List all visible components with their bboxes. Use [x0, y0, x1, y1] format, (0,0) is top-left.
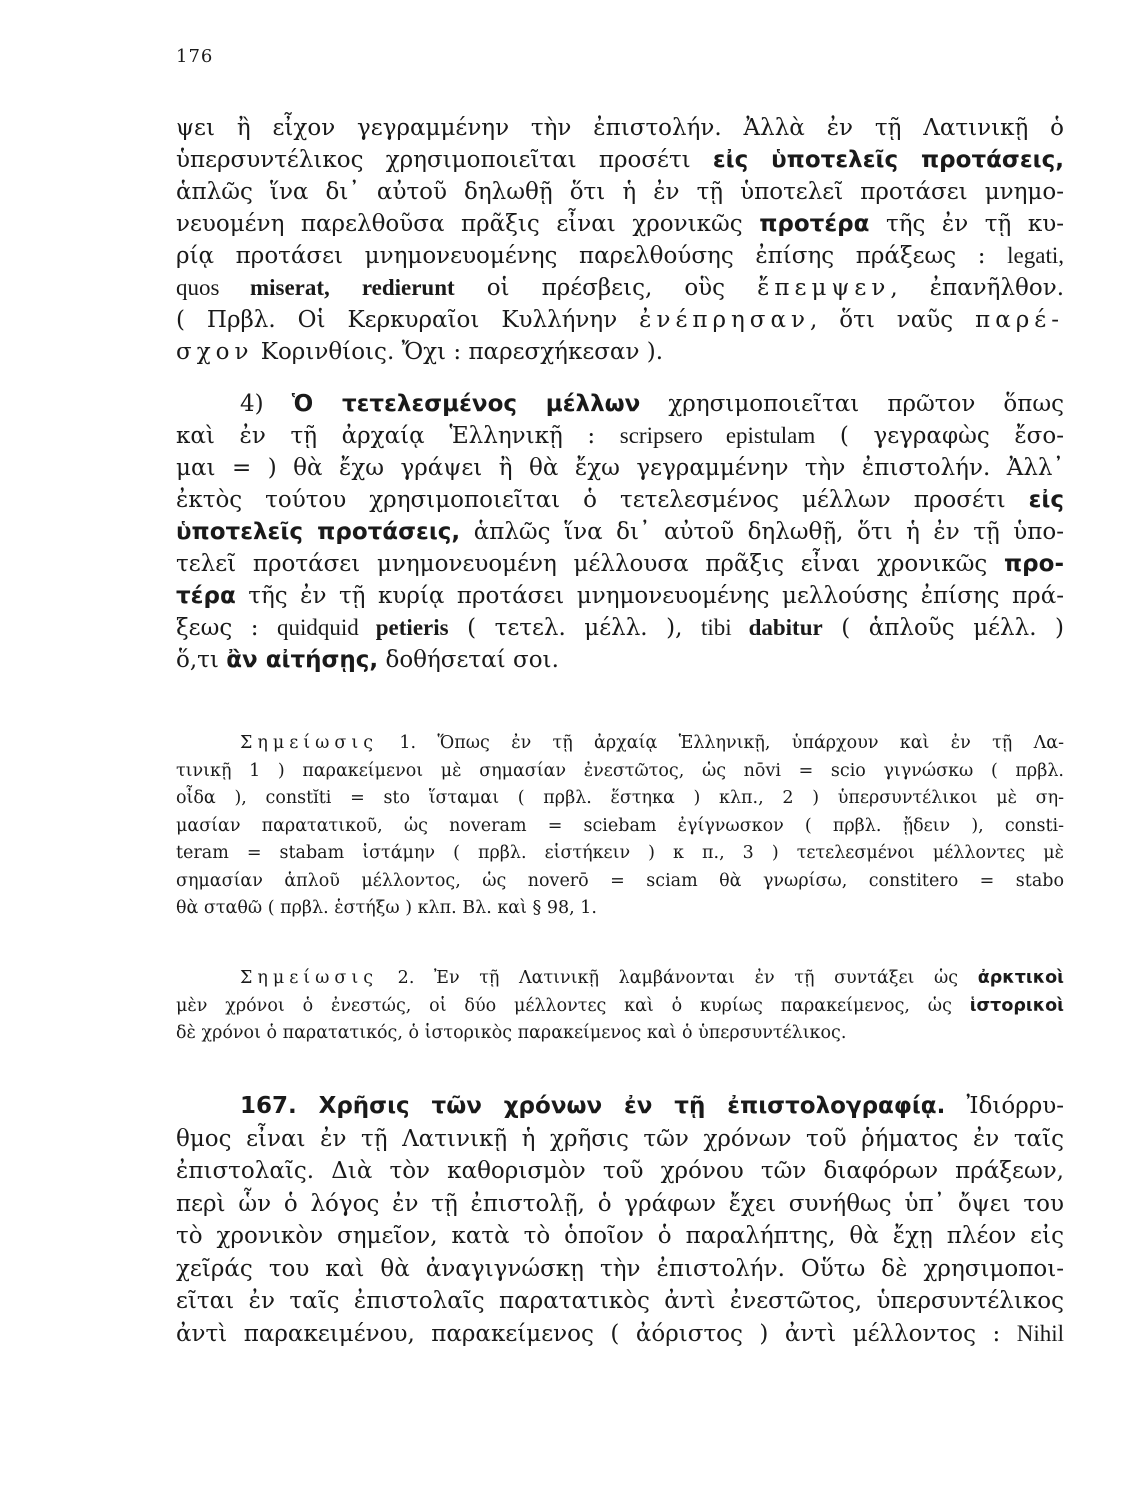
text-line: μὲν χρόνοι ὁ ἐνεστώς, οἱ δύο μέλλοντες καὶ ὁ κυρίως παρακείμενος, ὡς ἱστορικοὶ: [176, 995, 1064, 1016]
note-2: [176, 965, 1064, 1048]
text-line: ἐκτὸς τούτου χρησιμοποιεῖται ὁ τετελεσμένος μέλλων προσέτι εἰς: [176, 487, 1064, 513]
text-line: χεῖράς του καὶ θὰ ἀναγιγνώσκῃ τὴν ἐπιστολήν. Οὕτω δὲ χρησιμοποι-: [176, 1255, 1064, 1282]
text-line: μασίαν παρατατικοῦ, ὡς noveram = sciebam ἐγίγνωσκον ( πρβλ. ᾔδειν ), consti-: [176, 815, 1064, 836]
text-line: οἶδα ), constĭti = sto ἵσταμαι ( πρβλ. ἕστηκα ) κλπ., 2 ) ὑπερσυντέλικοι μὲ ση-: [176, 788, 1064, 808]
section-heading: 167. Χρῆσις τῶν χρόνων ἐν τῇ ἐπιστολογραφίᾳ.: [240, 1093, 946, 1119]
text-line: τελεῖ προτάσει μνημονευομένη μέλλουσα πρᾶξις εἶναι χρονικῶς προ-: [176, 551, 1064, 577]
text-line: quos miserat, redierunt οἱ πρέσβεις, οὓς ἔπεμψεν, ἐπανῆλθον.: [176, 275, 1065, 301]
text-line: τινικῇ 1 ) παρακείμενοι μὲ σημασίαν ἐνεστῶτος, ὡς nōvi = scio γιγνώσκω ( πρβλ.: [176, 760, 1064, 781]
text-line: ἁπλῶς ἵνα δι᾽ αὐτοῦ δηλωθῇ ὅτι ἡ ἐν τῇ ὑποτελεῖ προτάσει μνημο-: [176, 179, 1064, 205]
text-line: τέρα τῆς ἐν τῇ κυρίᾳ προτάσει μνημονευομένης μελλούσης ἐπίσης πρά-: [176, 583, 1064, 609]
text-line: teram = stabam ἱστάμην ( πρβλ. εἱστήκειν ) κ π., 3 ) τετελεσμένοι μέλλοντες μὲ: [176, 843, 1064, 863]
text-line: ρίᾳ προτάσει μνημονευομένης παρελθούσης ἐπίσης πράξεως : legati,: [176, 243, 1064, 269]
text-line: ξεως : quidquid petieris ( τετελ. μέλλ. ), tibi dabitur ( ἁπλοῦς μέλλ. ): [176, 615, 1065, 641]
text-line: ὑπερσυντέλικος χρησιμοποιεῖται προσέτι εἰς ὑποτελεῖς προτάσεις,: [176, 147, 1064, 173]
text-line: θμος εἶναι ἐν τῇ Λατινικῇ ἡ χρῆσις τῶν χρόνων τοῦ ῥήματος ἐν ταῖς: [176, 1125, 1064, 1152]
page-number: 176: [176, 46, 214, 67]
text-line: δὲ χρόνοι ὁ παρατατικός, ὁ ἱστορικὸς παρακείμενος καὶ ὁ ὑπερσυντέλικος.: [176, 1023, 847, 1043]
note-label: Σημείωσις: [240, 968, 379, 988]
text-line: μαι = ) θὰ ἔχω γράψει ἢ θὰ ἔχω γεγραμμένην τὴν ἐπιστολήν. Ἀλλ᾽: [176, 455, 1064, 481]
section-167: [176, 1090, 1064, 1350]
text-line: περὶ ὧν ὁ λόγος ἐν τῇ ἐπιστολῇ, ὁ γράφων ἔχει συνήθως ὑπ᾽ ὄψει του: [176, 1190, 1064, 1217]
text-line: Σημείωσις 1. Ὅπως ἐν τῇ ἀρχαίᾳ Ἑλληνικῇ, ὑπάρχουν καὶ ἐν τῇ Λα-: [240, 733, 1064, 753]
text-line: Σημείωσις 2. Ἐν τῇ Λατινικῇ λαμβάνονται ἐν τῇ συντάξει ὡς ἀρκτικοὶ: [240, 968, 1064, 988]
text-line: θὰ σταθῶ ( πρβλ. ἑστήξω ) κλπ. Βλ. καὶ § 98, 1.: [176, 898, 597, 918]
text-line: 167. Χρῆσις τῶν χρόνων ἐν τῇ ἐπιστολογραφίᾳ. Ἰδιόρρυ-: [240, 1093, 1064, 1119]
text-line: ὅ,τι ἂν αἰτήσῃς, δοθήσεταί σοι.: [176, 647, 559, 673]
text-line: καὶ ἐν τῇ ἀρχαίᾳ Ἑλληνικῇ : scripsero epistulam ( γεγραφὼς ἔσο-: [176, 423, 1064, 449]
text-line: ἐπιστολαῖς. Διὰ τὸν καθορισμὸν τοῦ χρόνου τῶν διαφόρων πράξεων,: [176, 1158, 1064, 1184]
paragraph-2: [176, 388, 1064, 676]
text-line: σημασίαν ἁπλοῦ μέλλοντος, ὡς noverō = sciam θὰ γνωρίσω, constitero = stabo: [176, 870, 1064, 891]
text-line: τὸ χρονικὸν σημεῖον, κατὰ τὸ ὁποῖον ὁ παραλήπτης, θὰ ἔχῃ πλέον εἰς: [176, 1223, 1064, 1249]
paragraph-1: [176, 112, 1064, 368]
note-1: [176, 730, 1064, 923]
text-line: ἀντὶ παρακειμένου, παρακείμενος ( ἀόριστος ) ἀντὶ μέλλοντος : Nihil: [176, 1320, 1064, 1347]
note-label: Σημείωσις: [240, 733, 379, 753]
text-line: ὑποτελεῖς προτάσεις, ἁπλῶς ἵνα δι᾽ αὐτοῦ δηλωθῇ, ὅτι ἡ ἐν τῇ ὑπο-: [176, 519, 1064, 545]
text-line: εῖται ἐν ταῖς ἐπιστολαῖς παρατατικὸς ἀντὶ ἐνεστῶτος, ὑπερσυντέλικος: [176, 1288, 1064, 1314]
text-line: ψει ἢ εἶχον γεγραμμένην τὴν ἐπιστολήν. Ἀλλὰ ἐν τῇ Λατινικῇ ὁ: [176, 115, 1064, 141]
text-line: 4) Ὁ τετελεσμένος μέλλων χρησιμοποιεῖται πρῶτον ὅπως: [240, 391, 1065, 417]
text-line: ( Πρβλ. Οἱ Κερκυραῖοι Κυλλήνην ἐνέπρησαν, ὅτι ναῦς παρέ-: [176, 307, 1064, 333]
text-line: νευομένη παρελθοῦσα πρᾶξις εἶναι χρονικῶς προτέρα τῆς ἐν τῇ κυ-: [176, 211, 1064, 237]
text-line: σχον Κορινθίοις. Ὄχι : παρεσχήκεσαν ).: [176, 339, 664, 365]
